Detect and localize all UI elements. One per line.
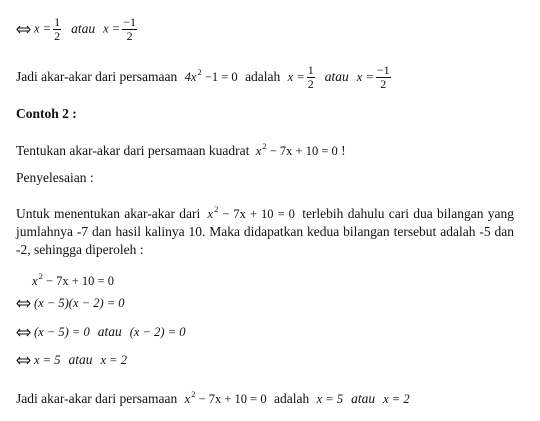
solution-label: Penyelesaian : [16,170,94,185]
fraction-half: $\frac{1}{2}$ [54,15,61,43]
adalah-word: adalah [245,69,281,84]
step-equation: $x^2 - 7x + 10 = 0$ [32,271,114,288]
step-roots: x = 5 atau x = 2 [16,352,127,368]
exclamation: ! [337,143,346,158]
atau-word: atau [324,69,349,84]
equation: $x^2 - 7x + 10 = 0$ [255,141,338,158]
iff-arrow-icon [16,356,31,365]
equation-x: x = [287,70,305,84]
iff-arrow-icon [16,25,31,34]
iff-arrow-icon [16,328,31,337]
result-line-1 [16,16,139,43]
equation: $4x^2 -1 = 0$ [184,67,238,84]
roots-statement-2: Jadi akar-akar dari persamaan $x^2 - 7x + 10 = 0$ adalah x = 5 atau x = 2 [16,389,410,406]
statement-text: Jadi akar-akar dari persamaan [16,69,178,84]
section-heading: Contoh 2 : [16,106,77,121]
equation: $x^2 - 7x + 10 = 0$ [184,389,267,406]
atau-word: atau [71,20,96,36]
fraction-neg-half: $\frac{-1}{2}$ [123,15,137,43]
fraction-neg-half: $\frac{-1}{2}$ [376,63,390,92]
equation-x: x = [34,21,52,36]
fraction-half: $\frac{1}{2}$ [307,63,314,92]
explanation-paragraph: Untuk menentukan akar-akar dari $x^2 - 7x + 10 = 0$ terlebih dahulu cari dua bilangan yang jumlahnya -7 dan hasil kalinya 10. Maka didapatkan kedua bilangan tersebut adalah -5 dan -2, sehingga diperoleh : [16,204,514,257]
equation: $x^2 - 7x + 10 = 0$ [207,204,295,221]
task-text: Tentukan akar-akar dari persamaan kuadrat [16,143,250,158]
iff-arrow-icon [16,299,31,308]
step-factored: (x − 5)(x − 2) = 0 [16,295,125,311]
equation-x: x = [356,70,374,84]
roots-statement-1 [16,64,393,91]
task-line [16,138,346,159]
step-split: (x − 5) = 0 atau (x − 2) = 0 [16,324,186,340]
equation-x: x = [103,21,121,36]
